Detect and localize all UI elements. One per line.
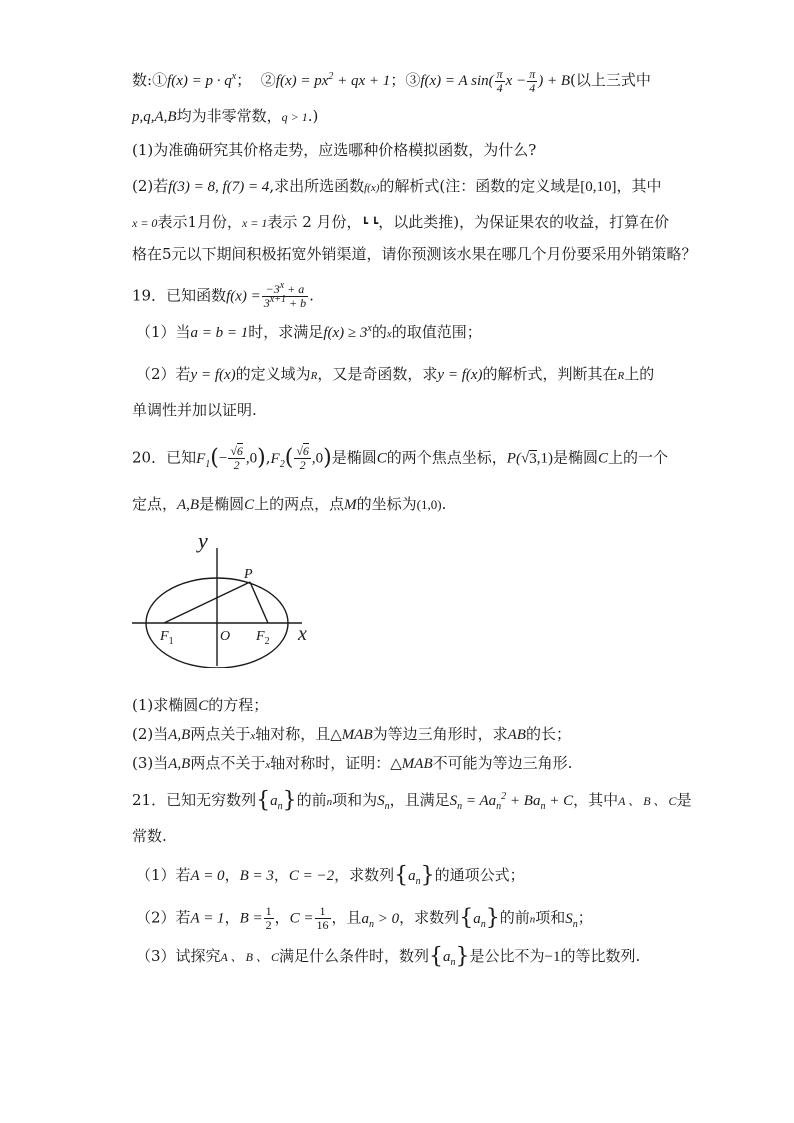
label-o: O xyxy=(220,629,231,644)
segment-pf1 xyxy=(164,582,250,623)
q20-part3: (3)当A,B两点不关于x轴对称时，证明：△MAB不可能为等边三角形. xyxy=(132,754,573,772)
circled-2: ② xyxy=(260,70,276,89)
label-y: y xyxy=(198,528,208,553)
segment-pf2 xyxy=(250,582,268,623)
q21-part1: （1）若A = 0，B = 3，C = −2，求数列$\{a_n\}$的通项公式； xyxy=(136,863,525,888)
q21-statement: 21．已知无穷数列$\{a_n\}$的前n项和为$S_n$，且满足$S_n = Aa_n^2 + Ba_n + C$，其中A 、 B 、 C是 xyxy=(132,788,692,813)
q18-constants-line: p,q,A,B均为非零常数，q > 1.) xyxy=(132,107,319,125)
q18-part2-line3: 格在5元以下期间积极拓宽外销渠道，请你预测该水果在哪几个月份要采用外销策略？ xyxy=(132,245,697,263)
q19-part1: （1）当a = b = 1时，求满足$f(x) \ge 3^x$的x的取值范围； xyxy=(136,323,482,341)
q18-options-line: 数:①f(x) = $p \cdot q^x$； ②f(x) = $px^2$ + qx + 1；③f(x) = A sin( $\frac{\pi}{4}$ x − $\frac{\pi}{4}$ ) + B(以上三式中 xyxy=(132,67,651,95)
circled-1: ① xyxy=(152,70,168,89)
q19-part2-cont: 单调性并加以证明. xyxy=(132,401,257,419)
label-x: x xyxy=(298,623,307,645)
q20-part1: (1)求椭圆C的方程； xyxy=(132,696,269,714)
ellipse-figure xyxy=(132,528,332,668)
q18-part1: (1)为准确研究其价格走势，应选哪种价格模拟函数，为什么? xyxy=(132,141,537,159)
q19-part2: （2）若y = f(x)的定义域为R，又是奇函数，求y = f(x)的解析式，判断其在R上的 xyxy=(136,365,655,383)
label-p: P xyxy=(244,567,253,582)
q18-part2-line1: (2)若f(3) = 8, f(7) = 4,求出所选函数f(x)的解析式(注：函数的定义域是[0,10]，其中 xyxy=(132,177,662,195)
formula-3: f(x) = A sin( $\frac{\pi}{4}$ x − $\frac{\pi}{4}$ ) + B xyxy=(420,67,570,95)
circled-3: ③ xyxy=(405,70,421,89)
label-f2: $F_2$ xyxy=(256,629,270,647)
q18-part2-line2: x = 0表示1月份，x = 1表示 2 月份，┗ ┗，以此类推)，为保证果农的收益，打算在价 xyxy=(132,213,670,231)
q19-statement: 19．已知函数f(x) = $\frac{-3^x + a}{3^{x+1} + b}$ . xyxy=(132,280,314,310)
q21-part2: （2）若A = 1，B = $\frac{1}{2}$ ，C = $\frac{1}{16}$ ，且$a_n > 0$，求数列$\{a_n\}$的前n项和$S_n$； xyxy=(136,904,593,932)
q20-part2: (2)当A,B两点关于x轴对称，且△MAB为等边三角形时，求AB的长； xyxy=(132,725,571,743)
q21-part3: （3）试探究A 、 B 、 C满足什么条件时，数列$\{a_n\}$是公比不为−1的等比数列. xyxy=(136,944,641,969)
text: 数: xyxy=(132,70,153,89)
formula-1: $f(x) = p \cdot q^x$ xyxy=(167,70,237,89)
q21-statement-cont: 常数. xyxy=(132,827,167,845)
label-f1: $F_1$ xyxy=(160,629,174,647)
formula-2: $f(x) = px^2$ + qx + 1 xyxy=(275,70,391,89)
q20-statement-line1: 20．已知$F_1(-$ $\frac{√6}{2}$ $,0),F_2$( $\frac{√6}{2}$ ,0)是椭圆C的两个焦点坐标，P(√3,1)是椭圆C上的一个 xyxy=(132,444,668,472)
q20-statement-line2: 定点，A,B是椭圆C上的两点，点M的坐标为(1,0). xyxy=(132,495,447,513)
